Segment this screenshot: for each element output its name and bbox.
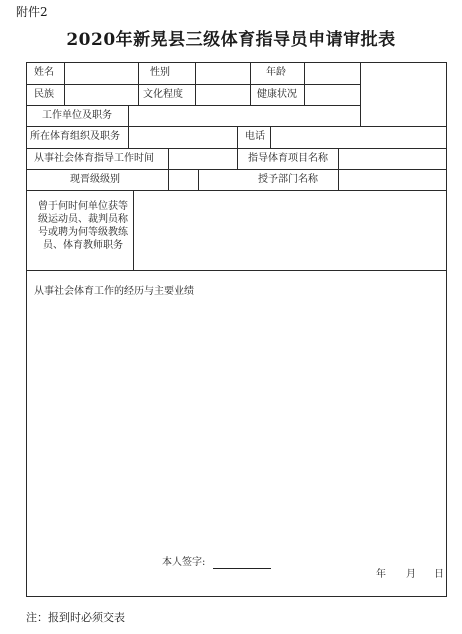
col-divider [338, 169, 339, 190]
label-gender: 性别 [150, 67, 170, 78]
row-divider [26, 84, 360, 85]
col-divider [64, 62, 65, 105]
col-divider [128, 126, 129, 148]
label-health: 健康状况 [257, 89, 297, 100]
row-divider [26, 169, 447, 170]
col-divider [250, 62, 251, 105]
label-current-level: 现晋级级别 [70, 174, 120, 185]
table-border-left [26, 62, 27, 597]
row-divider [26, 190, 447, 191]
col-divider [168, 169, 169, 190]
table-border-right [446, 62, 447, 597]
label-phone: 电话 [245, 131, 265, 142]
col-divider [128, 105, 129, 126]
table-border-bottom [26, 596, 447, 597]
col-divider [270, 126, 271, 148]
page-title: 2020年新晃县三级体育指导员申请审批表 [66, 30, 396, 50]
date-year: 年 [376, 569, 386, 580]
label-education: 文化程度 [143, 89, 183, 100]
date-day: 日 [434, 569, 444, 580]
row-divider [26, 270, 447, 271]
col-divider [237, 126, 238, 148]
label-work-unit: 工作单位及职务 [42, 110, 112, 121]
label-granting-dept: 授予部门名称 [258, 174, 318, 185]
appendix-label: 附件2 [16, 5, 48, 19]
footer-note: 注：报到时必须交表 [26, 611, 125, 624]
col-divider [168, 148, 169, 169]
signature-label: 本人签字: [162, 557, 206, 568]
col-divider [338, 148, 339, 169]
col-divider [138, 62, 139, 105]
date-month: 月 [406, 569, 416, 580]
label-sports-org: 所在体育组织及职务 [30, 131, 120, 142]
label-past-titles: 曾于何时何单位获等级运动员、裁判员称号或聘为何等级教练员、体育教师职务 [38, 201, 128, 251]
label-start-time: 从事社会体育指导工作时间 [34, 153, 154, 164]
label-name: 姓名 [34, 67, 54, 78]
col-divider [198, 169, 199, 190]
signature-line [213, 568, 271, 569]
label-guide-item: 指导体育项目名称 [248, 153, 328, 164]
table-border-top [26, 62, 447, 63]
col-divider [237, 148, 238, 169]
label-experience: 从事社会体育工作的经历与主要业绩 [34, 286, 194, 297]
col-divider [195, 62, 196, 105]
col-divider [304, 62, 305, 105]
label-age: 年龄 [266, 67, 286, 78]
photo-divider [360, 62, 361, 126]
col-divider [133, 190, 134, 270]
row-divider [26, 105, 360, 106]
label-ethnicity: 民族 [34, 89, 54, 100]
